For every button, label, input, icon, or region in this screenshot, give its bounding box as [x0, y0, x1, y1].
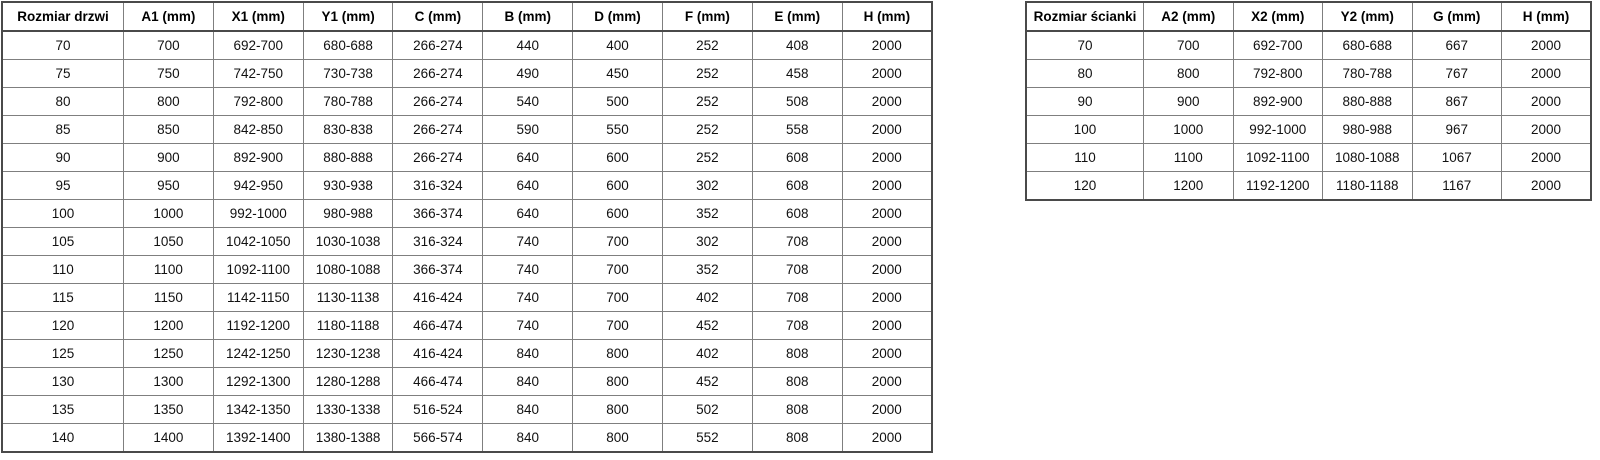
table-cell: 680-688	[303, 31, 393, 60]
table-cell: 780-788	[1323, 60, 1413, 88]
table-cell: 1392-1400	[213, 424, 303, 453]
table-cell: 1300	[124, 368, 214, 396]
table-cell: 2000	[842, 31, 932, 60]
table-cell: 708	[752, 312, 842, 340]
table-cell: 892-900	[1233, 88, 1323, 116]
table-cell: 1242-1250	[213, 340, 303, 368]
table-row	[2, 88, 932, 116]
table-row	[2, 256, 932, 284]
table-cell: 1250	[124, 340, 214, 368]
table-cell: 880-888	[303, 144, 393, 172]
table-cell: 600	[573, 200, 663, 228]
table-cell: 452	[662, 312, 752, 340]
table-cell: 980-988	[303, 200, 393, 228]
table-cell: 1080-1088	[1323, 144, 1413, 172]
table-cell: 640	[483, 200, 573, 228]
table-cell: 135	[2, 396, 124, 424]
table-cell: 402	[662, 340, 752, 368]
table-cell: 266-274	[393, 88, 483, 116]
table-cell: 466-474	[393, 368, 483, 396]
table-cell: 942-950	[213, 172, 303, 200]
table-cell: 125	[2, 340, 124, 368]
table-cell: 792-800	[213, 88, 303, 116]
table-cell: 600	[573, 144, 663, 172]
table-row	[2, 284, 932, 312]
table-cell: 1180-1188	[303, 312, 393, 340]
table-cell: 85	[2, 116, 124, 144]
table-cell: 800	[1144, 60, 1234, 88]
table-cell: 608	[752, 200, 842, 228]
table-cell: 1050	[124, 228, 214, 256]
column-header: Y2 (mm)	[1323, 2, 1413, 31]
table-row	[2, 144, 932, 172]
column-header: X2 (mm)	[1233, 2, 1323, 31]
table-cell: 667	[1412, 31, 1502, 60]
column-header: E (mm)	[752, 2, 842, 31]
table-cell: 1092-1100	[1233, 144, 1323, 172]
table-cell: 2000	[842, 172, 932, 200]
table-cell: 700	[573, 284, 663, 312]
table-cell: 1180-1188	[1323, 172, 1413, 201]
table-row	[2, 424, 932, 453]
column-header: F (mm)	[662, 2, 752, 31]
table-cell: 2000	[842, 88, 932, 116]
table-row	[1026, 116, 1591, 144]
table-row	[2, 172, 932, 200]
table-cell: 266-274	[393, 116, 483, 144]
column-header: H (mm)	[1502, 2, 1592, 31]
table-cell: 1192-1200	[213, 312, 303, 340]
table-cell: 352	[662, 256, 752, 284]
table-cell: 2000	[842, 424, 932, 453]
table-cell: 90	[2, 144, 124, 172]
table-cell: 800	[573, 424, 663, 453]
table-cell: 930-938	[303, 172, 393, 200]
column-header: D (mm)	[573, 2, 663, 31]
table-cell: 1200	[124, 312, 214, 340]
table-cell: 302	[662, 228, 752, 256]
column-header: A1 (mm)	[124, 2, 214, 31]
table-cell: 2000	[1502, 31, 1592, 60]
column-header: G (mm)	[1412, 2, 1502, 31]
table-cell: 708	[752, 256, 842, 284]
table-cell: 2000	[1502, 60, 1592, 88]
table-cell: 967	[1412, 116, 1502, 144]
table-cell: 608	[752, 172, 842, 200]
table-cell: 680-688	[1323, 31, 1413, 60]
table-cell: 740	[483, 228, 573, 256]
header-row	[1026, 2, 1591, 31]
table-cell: 1350	[124, 396, 214, 424]
table-row	[1026, 60, 1591, 88]
table-row	[2, 200, 932, 228]
table-cell: 892-900	[213, 144, 303, 172]
column-header: H (mm)	[842, 2, 932, 31]
table-cell: 2000	[842, 116, 932, 144]
table-cell: 808	[752, 424, 842, 453]
column-header: B (mm)	[483, 2, 573, 31]
table-cell: 252	[662, 144, 752, 172]
column-header: Rozmiar ścianki	[1026, 2, 1144, 31]
table-cell: 1000	[124, 200, 214, 228]
table-cell: 558	[752, 116, 842, 144]
table-cell: 1330-1338	[303, 396, 393, 424]
table-cell: 708	[752, 284, 842, 312]
table-cell: 2000	[842, 368, 932, 396]
table-cell: 850	[124, 116, 214, 144]
table-cell: 780-788	[303, 88, 393, 116]
table-cell: 540	[483, 88, 573, 116]
column-header: C (mm)	[393, 2, 483, 31]
table-cell: 140	[2, 424, 124, 453]
table-cell: 640	[483, 144, 573, 172]
table-cell: 100	[2, 200, 124, 228]
table-cell: 120	[2, 312, 124, 340]
table-cell: 900	[1144, 88, 1234, 116]
table-row	[2, 60, 932, 88]
table-cell: 2000	[842, 312, 932, 340]
table-cell: 266-274	[393, 31, 483, 60]
table-cell: 840	[483, 340, 573, 368]
table-cell: 750	[124, 60, 214, 88]
table-cell: 2000	[1502, 144, 1592, 172]
table-cell: 1130-1138	[303, 284, 393, 312]
table-cell: 808	[752, 396, 842, 424]
table-cell: 2000	[1502, 88, 1592, 116]
table-cell: 80	[2, 88, 124, 116]
table-row	[2, 368, 932, 396]
table-cell: 352	[662, 200, 752, 228]
table-cell: 1342-1350	[213, 396, 303, 424]
table-cell: 1067	[1412, 144, 1502, 172]
table-cell: 740	[483, 256, 573, 284]
table-cell: 740	[483, 284, 573, 312]
table-cell: 700	[124, 31, 214, 60]
table-cell: 70	[1026, 31, 1144, 60]
table-row	[2, 396, 932, 424]
table-cell: 1100	[1144, 144, 1234, 172]
table-cell: 1230-1238	[303, 340, 393, 368]
table-cell: 708	[752, 228, 842, 256]
table-cell: 840	[483, 396, 573, 424]
table-cell: 366-374	[393, 200, 483, 228]
table-row	[1026, 31, 1591, 60]
table-cell: 1080-1088	[303, 256, 393, 284]
table-cell: 808	[752, 340, 842, 368]
door-size-table	[1, 1, 933, 453]
table-cell: 408	[752, 31, 842, 60]
table-cell: 508	[752, 88, 842, 116]
table-cell: 980-988	[1323, 116, 1413, 144]
table-cell: 1167	[1412, 172, 1502, 201]
table-cell: 80	[1026, 60, 1144, 88]
table-cell: 692-700	[1233, 31, 1323, 60]
column-header: X1 (mm)	[213, 2, 303, 31]
table-cell: 70	[2, 31, 124, 60]
table-cell: 316-324	[393, 172, 483, 200]
table-cell: 2000	[842, 144, 932, 172]
table-cell: 608	[752, 144, 842, 172]
table-cell: 840	[483, 424, 573, 453]
table-cell: 466-474	[393, 312, 483, 340]
table-cell: 742-750	[213, 60, 303, 88]
table-cell: 800	[124, 88, 214, 116]
table-cell: 1200	[1144, 172, 1234, 201]
wall-size-table	[1025, 1, 1592, 201]
table-cell: 440	[483, 31, 573, 60]
table-cell: 992-1000	[213, 200, 303, 228]
table-cell: 830-838	[303, 116, 393, 144]
table-cell: 450	[573, 60, 663, 88]
table-cell: 316-324	[393, 228, 483, 256]
table-cell: 730-738	[303, 60, 393, 88]
table-cell: 840	[483, 368, 573, 396]
table-cell: 252	[662, 88, 752, 116]
column-header: A2 (mm)	[1144, 2, 1234, 31]
table-row	[1026, 144, 1591, 172]
table-cell: 2000	[842, 228, 932, 256]
table-cell: 252	[662, 31, 752, 60]
table-cell: 842-850	[213, 116, 303, 144]
table-cell: 1380-1388	[303, 424, 393, 453]
table-row	[1026, 88, 1591, 116]
table-cell: 1192-1200	[1233, 172, 1323, 201]
table-cell: 2000	[842, 60, 932, 88]
table-cell: 105	[2, 228, 124, 256]
table-cell: 75	[2, 60, 124, 88]
column-header: Rozmiar drzwi	[2, 2, 124, 31]
table-cell: 700	[1144, 31, 1234, 60]
table-cell: 640	[483, 172, 573, 200]
column-header: Y1 (mm)	[303, 2, 393, 31]
table-cell: 252	[662, 116, 752, 144]
table-cell: 792-800	[1233, 60, 1323, 88]
table-cell: 252	[662, 60, 752, 88]
table-cell: 800	[573, 340, 663, 368]
table-cell: 550	[573, 116, 663, 144]
table-cell: 95	[2, 172, 124, 200]
table-cell: 800	[573, 368, 663, 396]
table-cell: 1142-1150	[213, 284, 303, 312]
table-cell: 1000	[1144, 116, 1234, 144]
table-cell: 2000	[1502, 116, 1592, 144]
table-cell: 516-524	[393, 396, 483, 424]
table-cell: 110	[2, 256, 124, 284]
table-cell: 110	[1026, 144, 1144, 172]
table-cell: 416-424	[393, 284, 483, 312]
table-cell: 2000	[842, 256, 932, 284]
table-cell: 767	[1412, 60, 1502, 88]
table-cell: 402	[662, 284, 752, 312]
table-row	[2, 116, 932, 144]
table-cell: 692-700	[213, 31, 303, 60]
table-cell: 2000	[842, 340, 932, 368]
header-row	[2, 2, 932, 31]
table-cell: 700	[573, 256, 663, 284]
table-cell: 600	[573, 172, 663, 200]
table-cell: 950	[124, 172, 214, 200]
table-cell: 500	[573, 88, 663, 116]
table-cell: 302	[662, 172, 752, 200]
table-cell: 700	[573, 228, 663, 256]
table-cell: 700	[573, 312, 663, 340]
table-cell: 1280-1288	[303, 368, 393, 396]
table-cell: 900	[124, 144, 214, 172]
table-cell: 130	[2, 368, 124, 396]
table-cell: 1100	[124, 256, 214, 284]
table-cell: 266-274	[393, 60, 483, 88]
table-cell: 800	[573, 396, 663, 424]
table-cell: 1042-1050	[213, 228, 303, 256]
table-cell: 502	[662, 396, 752, 424]
table-cell: 2000	[842, 284, 932, 312]
table-cell: 90	[1026, 88, 1144, 116]
table-cell: 2000	[1502, 172, 1592, 201]
table-cell: 100	[1026, 116, 1144, 144]
table-cell: 1092-1100	[213, 256, 303, 284]
table-row	[2, 31, 932, 60]
table-cell: 458	[752, 60, 842, 88]
table-cell: 867	[1412, 88, 1502, 116]
table-cell: 452	[662, 368, 752, 396]
table-cell: 115	[2, 284, 124, 312]
table-cell: 1150	[124, 284, 214, 312]
table-row	[1026, 172, 1591, 201]
table-cell: 808	[752, 368, 842, 396]
table-cell: 266-274	[393, 144, 483, 172]
table-cell: 416-424	[393, 340, 483, 368]
table-cell: 120	[1026, 172, 1144, 201]
table-cell: 1400	[124, 424, 214, 453]
table-row	[2, 228, 932, 256]
table-cell: 2000	[842, 200, 932, 228]
table-cell: 552	[662, 424, 752, 453]
table-cell: 1292-1300	[213, 368, 303, 396]
table-cell: 400	[573, 31, 663, 60]
table-cell: 490	[483, 60, 573, 88]
table-cell: 1030-1038	[303, 228, 393, 256]
table-cell: 740	[483, 312, 573, 340]
table-cell: 366-374	[393, 256, 483, 284]
table-cell: 880-888	[1323, 88, 1413, 116]
table-cell: 2000	[842, 396, 932, 424]
table-cell: 566-574	[393, 424, 483, 453]
table-cell: 590	[483, 116, 573, 144]
table-cell: 992-1000	[1233, 116, 1323, 144]
table-row	[2, 340, 932, 368]
table-row	[2, 312, 932, 340]
